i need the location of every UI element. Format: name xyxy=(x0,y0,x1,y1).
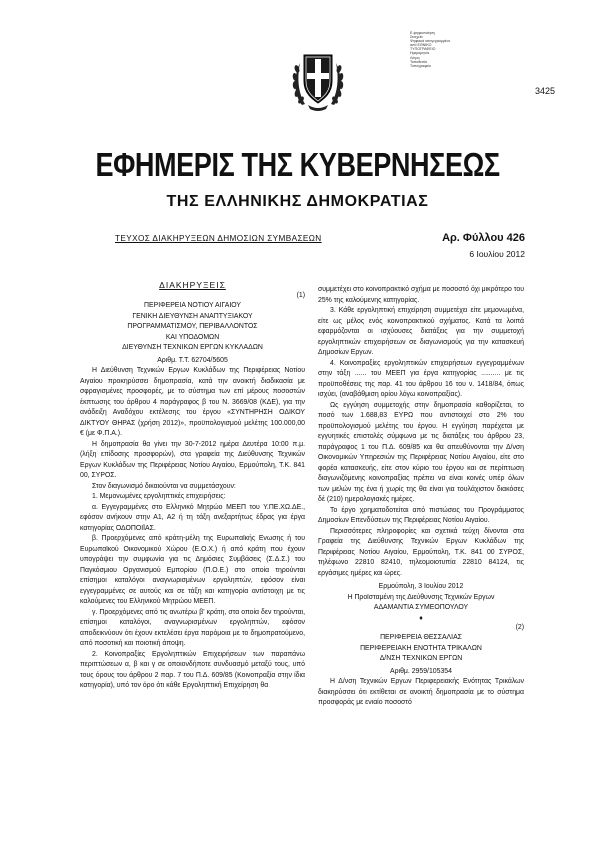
note-line: Ψηφιακά υπογεγραμμένο xyxy=(410,39,451,44)
authority-line: Δ/ΝΣΗ ΤΕΧΝΙΚΩΝ ΕΡΓΩΝ xyxy=(379,655,463,662)
notice-number: (2) xyxy=(515,623,524,631)
left-column xyxy=(80,280,305,692)
note-line: Τυπογραφείο xyxy=(410,63,431,68)
paragraph: 3. Κάθε εργοληπτική επιχείρηση συμμετέχει είτε μεμονωμένα, είτε ως μέλος ενός κοινοπρακτικού σχήματος. Κατά τα λοιπά εφαρμόζονται οι ισχύουσες διατάξεις για την συμμετοχή εργοληπτικών επιχειρήσεων σε διαγωνισμούς για την κατασκευή Δημοσίων Εργων. xyxy=(318,307,524,356)
paragraph: Η δημοπρασία θα γίνει την 30-7-2012 ημέρα Δευτέρα 10:00 π.μ. (λήξη επίδοσης προσφορών), στα γραφεία της Διεύθυνσης Τεχνικών Εργων Κυκλάδων της Περιφέρειας Νοτίου Αιγαίου, Ερμούπολη, Τ.Κ. 841 00, ΣΥΡΟΣ. xyxy=(80,440,305,479)
paragraph: γ. Προερχόμενες από τις ανωτέρω β' κράτη, στα οποία δεν τηρούνται, επίσημοι καταλόγοι, αναγνωρισμένων εργοληπτών, εφόσον αποδεικνύουν ότι έχουν εκτελέσει έργα παρόμοια με το δημοπρατούμενο, από ποσοτική και ποιοτική άποψη. xyxy=(80,608,305,647)
masthead-subtitle: ΤΗΣ ΕΛΛΗΝΙΚΗΣ ΔΗΜΟΚΡΑΤΙΑΣ xyxy=(166,193,429,210)
paragraph: Η Δ/νση Τεχνικών Εργων Περιφερειακής Ενότητας Τρικάλων διακηρύσσει ότι εκτίθεται σε ανοικτή δημοπρασία με το σύστημα προσφοράς με ενιαίο ποσοστό xyxy=(318,678,524,706)
paragraph: Περισσότερες πληροφορίες και σχετικά τεύχη δίνονται στα Γραφεία της Διεύθυνσης Τεχνικών Εργων Κυκλάδων της Περιφέρειας Νοτίου Αιγαίου, Ερμούπολη, Τ.Κ. 841 00 ΣΥΡΟΣ, τηλέφωνο 22810 82410, τηλεομοιοτυπία 22810 84124, τις εργάσιμες ημέρες και ώρες. xyxy=(318,527,524,577)
paragraph: α. Εγγεγραμμένες στο Ελληνικό Μητρώο ΜΕΕΠ του Υ.ΠΕ.ΧΩ.ΔΕ., εφόσον ανήκουν στην Α1, Α2 ή τη τάξη ανεξαρτήτως έδρας για έργα κατηγορίας ΟΔΟΠΟΙΪΑΣ. xyxy=(80,503,305,532)
right-column xyxy=(318,285,524,709)
signature-role: Η Προϊσταμένη της Διεύθυνσης Τεχνικών Εργων xyxy=(347,593,495,601)
masthead-title: ΕΦΗΜΕΡΙΣ ΤΗΣ ΚΥΒΕΡΝΗΣΕΩΣ xyxy=(95,146,500,183)
note-line: ΤΥΠΟΓΡΑΦΕΙΟ xyxy=(410,47,436,52)
signature-name: ΑΔΑΜΑΝΤΙΑ ΣΥΜΕΟΠΟΥΛΟΥ xyxy=(373,604,469,611)
coat-of-arms-emblem xyxy=(288,47,348,113)
authority-line: ΠΕΡΙΦΕΡΕΙΑ ΘΕΣΣΑΛΙΑΣ xyxy=(380,634,462,641)
digital-signature-note xyxy=(410,31,480,68)
note-line: από ΕΘΝΙΚΟ xyxy=(410,43,432,48)
paragraph: 2. Κοινοπραξίες Εργοληπτικών Επιχειρήσεων των παραπάνω περιπτώσεων α, β και γ σε οποιονδήποτε συνδυασμό μεταξύ τους, υπό τους όρους του άρθρου 2 παρ. 7 του Π.Δ. 609/85 (Κοινοπραξία στην ίδια κατηγορία), υπό τον όρο ότι κάθε Εργοληπτική Επιχείρηση θα xyxy=(80,650,305,689)
page-number: 3425 xyxy=(535,86,556,96)
authority-line: ΓΕΝΙΚΗ ΔΙΕΥΘΥΝΣΗ ΑΝΑΠΤΥΞΙΑΚΟΥ xyxy=(132,312,253,320)
paragraph: Ως εγγύηση συμμετοχής στην δημοπρασία καθορίζεται, το ποσό των 1.688,83 ΕΥΡΩ που αντιστοιχεί στο 2% του προϋπολογισμού μελέτης του έργου. Η εγγύηση παρέχεται με εγγυητικές επιστολές σύμφωνα με τις διατάξεις του άρθρου 23, παράγραφος 1 του Π.Δ. 609/85 και θα απευθύνονται την Δ/νση Οικονομικών Υπηρεσιών της Περιφέρειας Νοτίου Αιγαίου, είτε στο φορέα κατασκευής, είτε στον κύριο του έργου και σε περίπτωση διαγωνιζόμενης κοινοπραξίας πρέπει να είναι κοινές υπέρ όλων των μελών της ένα ή χωρίς της θα είναι για τουλάχιστον διακόσες δέ (210) ημερολογιακές ημέρες. xyxy=(318,401,524,503)
authority-line: ΚΑΙ ΥΠΟΔΟΜΩΝ xyxy=(165,333,220,341)
notice-number: (1) xyxy=(296,291,305,299)
paragraph: Στον διαγωνισμό δικαιούνται να συμμετάσχουν: xyxy=(92,482,236,490)
reference-number: Αριθμ. 2959/105354 xyxy=(390,667,452,675)
divider-diamond: ♦ xyxy=(419,614,423,622)
authority-line: ΠΕΡΙΦΕΡΕΙΑΚΗ ΕΝΟΤΗΤΑ ΤΡΙΚΑΛΩΝ xyxy=(360,644,482,652)
authority-line: ΠΡΟΓΡΑΜΜΑΤΙΣΜΟΥ, ΠΕΡΙΒΑΛΛΟΝΤΟΣ xyxy=(127,323,258,330)
note-line: Ημερομηνία xyxy=(410,51,430,56)
paragraph: συμμετέχει στο κοινοπρακτικό σχήμα με ποσοστό όχι μικρότερο του 25% της καλούμενης κατηγορίας. xyxy=(318,286,524,304)
issue-row xyxy=(115,234,525,247)
paragraph: 1. Μεμονωμένες εργοληπτικές επιχειρήσεις: xyxy=(92,493,226,500)
paragraph: Η Διεύθυνση Τεχνικών Εργων Κυκλάδων της Περιφέρειας Νοτίου Αιγαίου προκηρύσσει δημοπρασία, κατά την ανοικτή διαδικασία με σφραγισμένες προσφορές, με το σύστημα των επί μέρους ποσοστών έκπτωσης του άρθρου 4 παράγραφος β του Ν. 3669/08 (ΚΔΕ), για την ανάδειξη Αναδόχου εκτέλεσης του έργου «ΣΥΝΤΗΡΗΣΗ ΟΔΙΚΟΥ ΔΙΚΤΥΟΥ ΘΗΡΑΣ (χρήση 2012)», προϋπολογισμού μελέτης 100.000,00 € (με Φ.Π.Α.). xyxy=(80,367,305,437)
authority-line: ΔΙΕΥΘΥΝΣΗ ΤΕΧΝΙΚΩΝ ΕΡΓΩΝ ΚΥΚΛΑΔΩΝ xyxy=(122,344,263,351)
note-line: Τοποθεσία xyxy=(410,59,427,64)
note-line: Στοιχεία xyxy=(410,35,423,40)
issue-number: Αρ. Φύλλου 426 xyxy=(442,232,525,244)
reference-number: Αριθμ. Τ.Τ. 62704/5605 xyxy=(157,356,228,364)
signature-place-date: Ερμούπολη, 3 Ιουλίου 2012 xyxy=(378,583,464,590)
paragraph: β. Προερχόμενες από κράτη-μέλη της Ευρωπαϊκής Ενωσης ή του Ευρωπαϊκού Οικονομικού Χώρου (Ε.Ο.Χ.) ή από κράτη που έχουν υπογράψει την συμφωνία για τις Δημόσιες Συμβάσεις (Σ.Δ.Σ.) του Παγκόσμιου Οργανισμού Εμπορίου (Π.Ο.Ε.) στο οποία τηρούνται επίσημοι καταλόγοι αναγνωρισμένων εργοληπτών, εφόσον είναι εγγεγραμμένες σε αυτούς και σε τάξη και κατηγορία αντίστοιχη με τις καλούμενες του Ελληνικού Μητρώου ΜΕΕΠ. xyxy=(80,535,305,605)
section-heading: ΔΙΑΚΗΡΥΞΕΙΣ xyxy=(159,280,226,290)
issue-date: 6 Ιουλίου 2012 xyxy=(469,249,525,259)
paragraph: Το έργο χρηματοδοτείται από πιστώσεις του Προγράμματος Δημοσίων Επενδύσεων της Περιφέρειας Νοτίου Αιγαίου. xyxy=(318,506,524,524)
note-line: Λόγος xyxy=(410,55,420,60)
issue-title: ΤΕΥΧΟΣ ΔΙΑΚΗΡΥΞΕΩΝ ΔΗΜΟΣΙΩΝ ΣΥΜΒΑΣΕΩΝ xyxy=(115,234,322,243)
note-line: Ε-ψηφιοποίηση xyxy=(410,31,435,35)
paragraph: 4. Κοινοπραξίες εργοληπτικών επιχειρήσεων εγγεγραμμένων στην τάξη ...... του ΜΕΕΠ για έργα κατηγορίας .......... με τις προϋποθέσεις της παρ. 41 του άρθρου 16 του ν. 1418/84, όπως ισχύει, (αναβάθμιση ορίου λόγω κοινοπραξίας). xyxy=(318,359,524,398)
authority-line: ΠΕΡΙΦΕΡΕΙΑ ΝΟΤΙΟΥ ΑΙΓΑΙΟΥ xyxy=(144,302,241,309)
